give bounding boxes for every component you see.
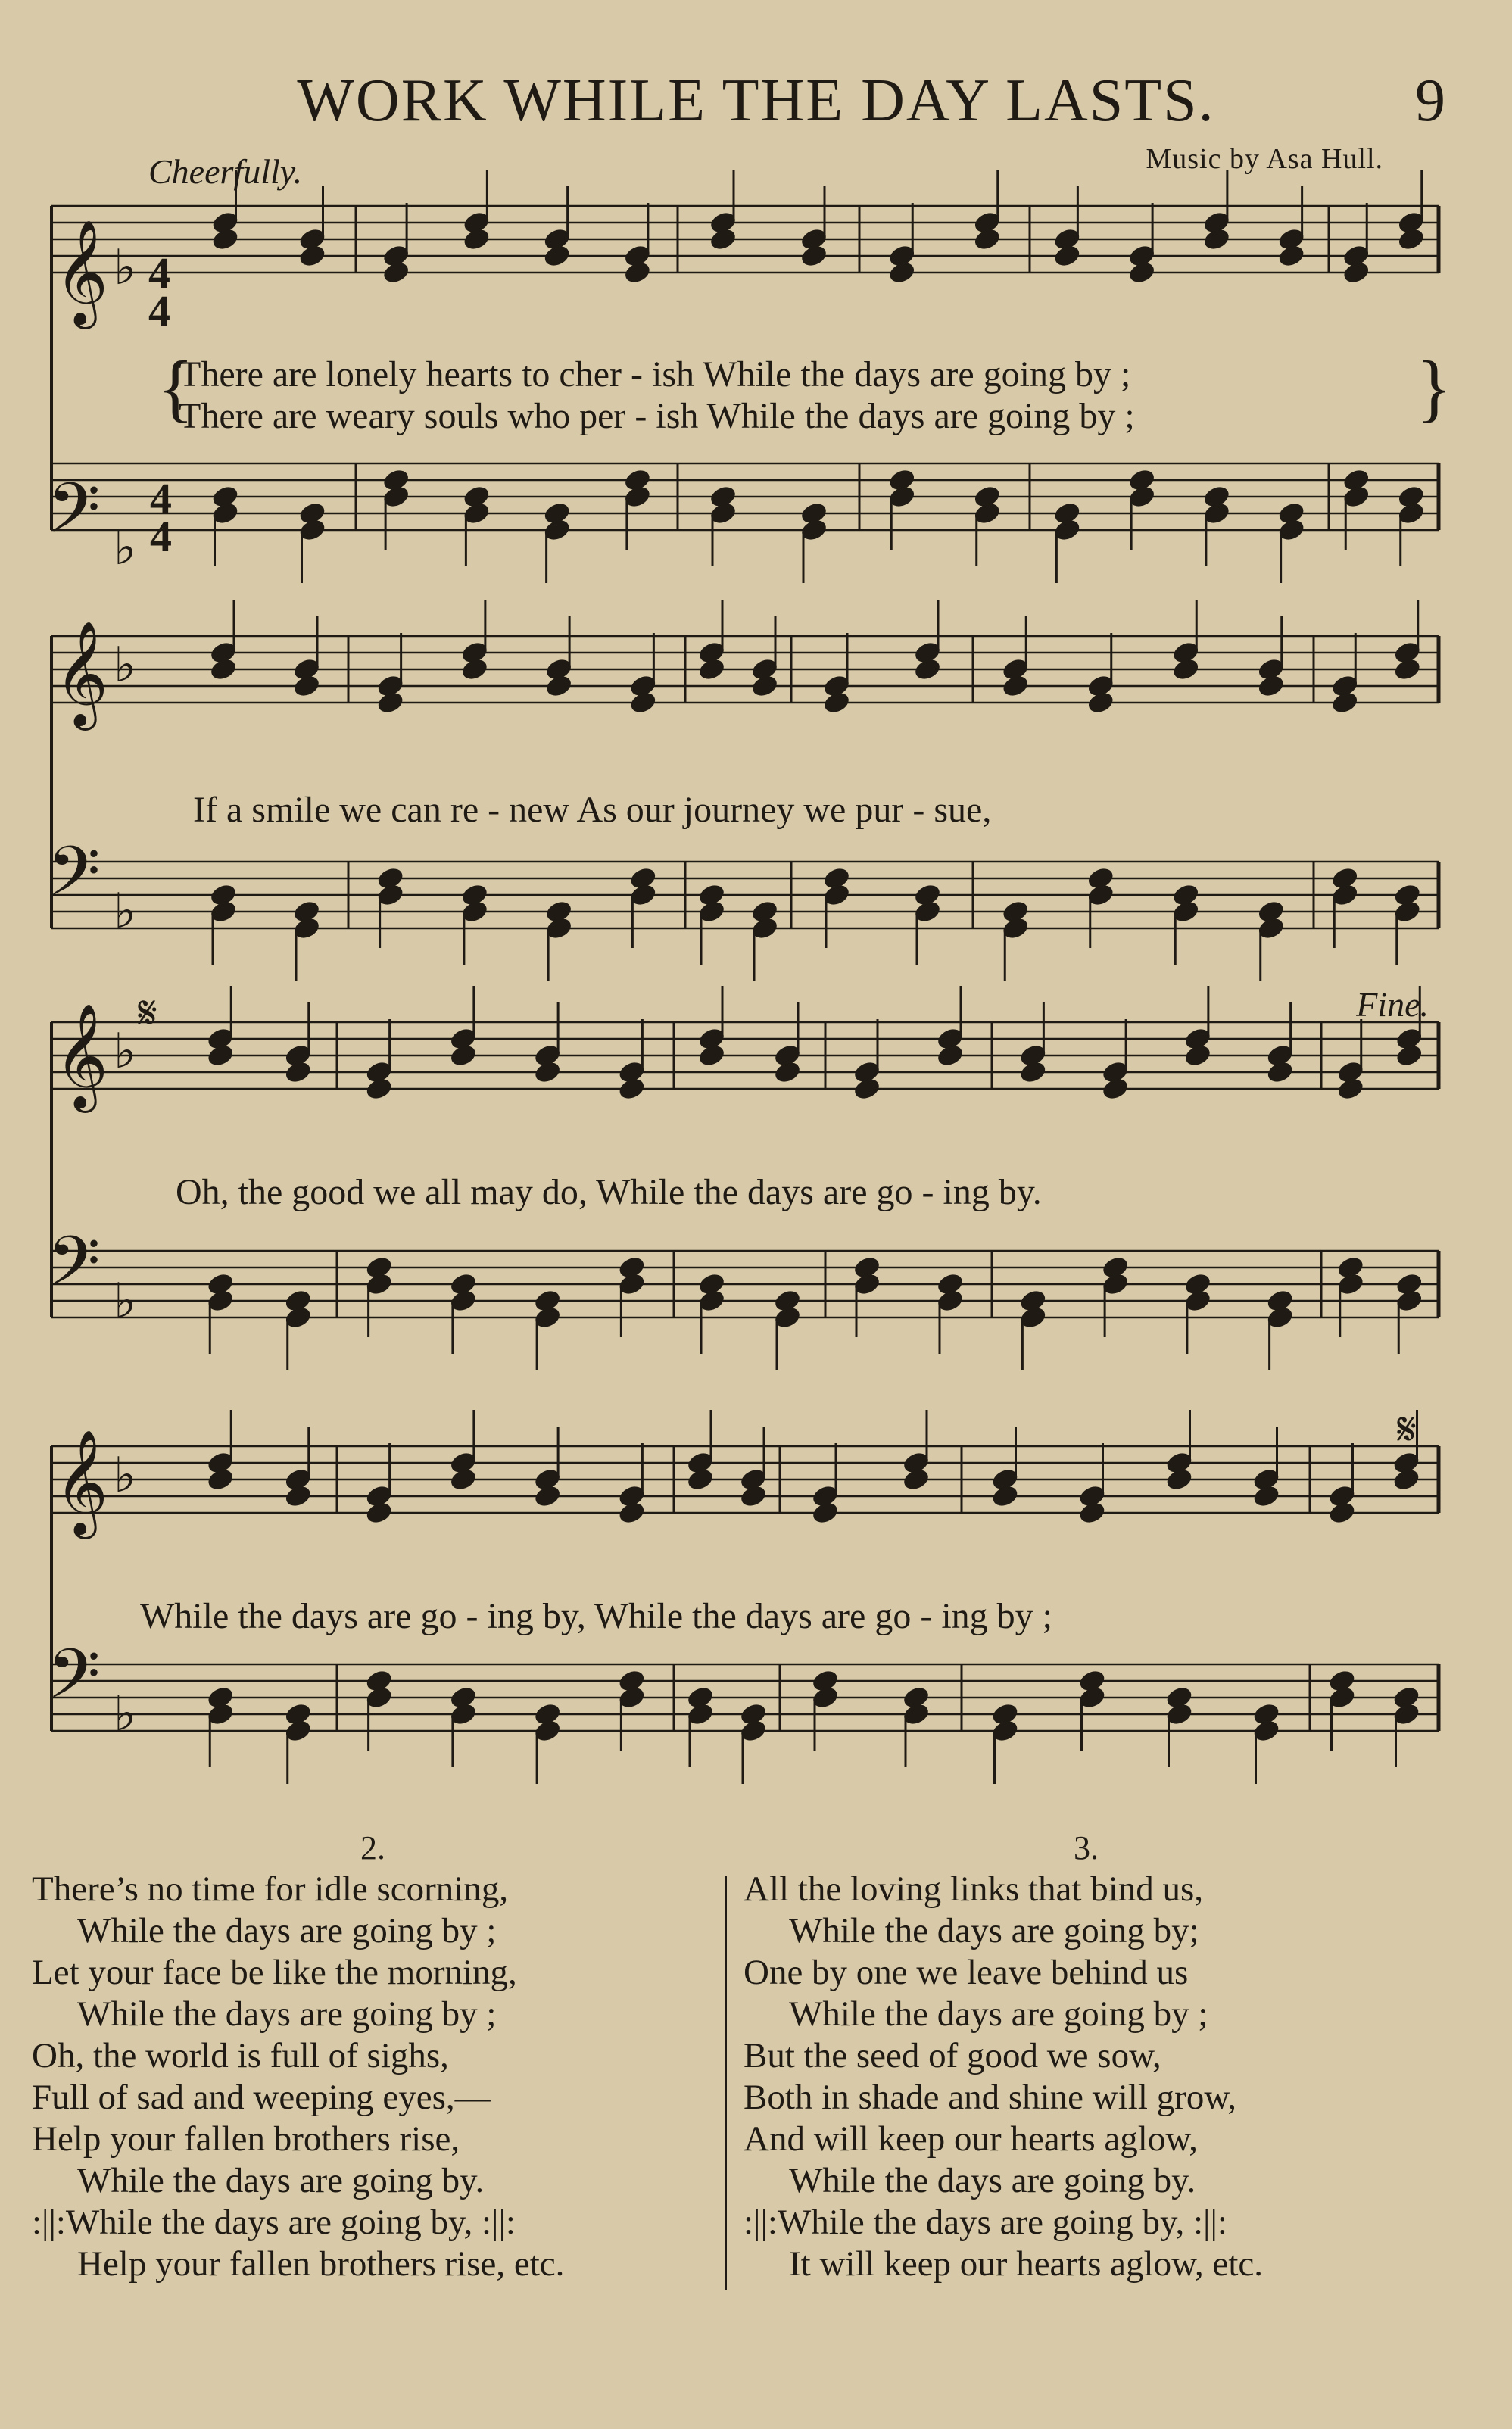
bass-clef-icon: 𝄢 [47,1634,101,1731]
page-title: WORK WHILE THE DAY LASTS. [297,67,1215,134]
note-head [207,1468,234,1492]
note-head [207,1703,234,1726]
verse-3 [744,1869,1263,2285]
note-head [1172,900,1199,924]
note-head [450,1044,477,1068]
verse-line: While the days are going by ; [789,1994,1208,2034]
note-head [463,502,491,525]
note-head [1102,1273,1129,1296]
flat-icon: ♭ [114,1448,137,1504]
flat-icon: ♭ [114,240,137,296]
verse-line: But the seed of good we sow, [744,2036,1161,2075]
note-head [1166,1703,1193,1726]
verse-line: While the days are going by ; [77,1994,497,2034]
bass-clef-icon: 𝄢 [47,1221,101,1318]
verse-2 [32,1869,564,2285]
note-head [1184,1044,1211,1068]
verse-line: While the days are going by; [789,1911,1199,1950]
note-head [774,1061,801,1084]
bass-clef-icon: 𝄢 [47,831,101,928]
note-head [534,1061,561,1084]
time-signature: 4 [150,512,172,561]
treble-clef-icon: 𝄞 [55,621,108,726]
note-head [450,1468,477,1492]
verse-line: Let your face be like the morning, [32,1953,517,1992]
note-head [1020,1306,1047,1330]
note-head [698,1289,725,1313]
note-head [1398,228,1425,251]
note-head [207,1289,234,1313]
note-head [698,658,725,681]
verse-line: Oh, the world is full of sighs, [32,2036,449,2075]
note-head [210,900,237,924]
note-head [619,1501,646,1525]
treble-clef-icon: 𝄞 [55,220,108,325]
note-head [823,884,850,907]
lyric-line: There are weary souls who per - ish While the days are going by ; [179,396,1135,436]
note-head [751,917,778,940]
note-head [800,519,828,542]
verse-line: There’s no time for idle scorning, [32,1869,509,1909]
note-head [687,1703,714,1726]
flat-icon: ♭ [114,1274,137,1330]
note-head [210,658,237,681]
note-head [463,228,491,251]
note-head [1394,900,1421,924]
note-head [1054,519,1081,542]
note-head [366,1686,393,1710]
note-head [1329,1686,1356,1710]
note-head [619,1077,646,1101]
note-head [1395,1289,1423,1313]
treble-clef-icon: 𝄞 [55,1430,108,1535]
segno-icon: 𝄋 [138,987,157,1040]
note-head [698,1044,725,1068]
verse-line: While the days are going by ; [77,1911,497,1950]
verse-line: :||:While the days are going by, :||: [744,2203,1227,2242]
note-head [461,658,488,681]
note-head [382,261,410,285]
note-head [740,1485,767,1508]
note-head [1278,245,1305,268]
note-head [1395,1044,1423,1068]
note-head [751,675,778,698]
segno-icon: 𝄋 [1397,1403,1417,1456]
note-head [534,1720,561,1743]
note-head [534,1485,561,1508]
note-head [1079,1501,1106,1525]
verse-line: Help your fallen brothers rise, [32,2119,460,2159]
note-head [207,1044,234,1068]
note-head [534,1306,561,1330]
note-head [293,917,320,940]
verse-number: 3. [1074,1829,1099,1866]
note-head [888,485,915,509]
note-head [1128,485,1155,509]
verse-line: One by one we leave behind us [744,1953,1189,1992]
note-head [937,1289,964,1313]
note-head [619,1686,646,1710]
lyric-line: There are lonely hearts to cher - ish While the days are going by ; [179,354,1131,394]
note-head [366,1273,393,1296]
note-head [544,245,571,268]
note-head [974,502,1001,525]
note-head [377,691,404,715]
note-head [914,658,941,681]
note-head [974,228,1001,251]
note-head [1054,245,1081,268]
note-head [1393,1703,1420,1726]
verse-line: Help your fallen brothers rise, etc. [77,2244,565,2284]
note-head [1278,519,1305,542]
note-head [450,1703,477,1726]
note-head [1331,884,1358,907]
note-head [630,691,657,715]
note-head [366,1077,393,1101]
bass-clef-icon: 𝄢 [47,468,101,565]
brace-icon: { [157,345,194,429]
note-head [1258,675,1285,698]
flat-icon: ♭ [114,1686,137,1742]
note-head [212,502,239,525]
lyric-line: If a smile we can re - new As our journey we pur - sue, [193,790,992,830]
note-head [619,1273,646,1296]
note-head [285,1061,312,1084]
note-head [812,1686,839,1710]
time-signature: 4 [150,474,172,523]
note-head [293,675,320,698]
note-head [903,1703,930,1726]
note-head [1087,691,1115,715]
note-head [299,519,326,542]
note-head [1172,658,1199,681]
fine-marking: Fine. [1356,985,1429,1024]
note-head [1203,502,1230,525]
composer-credit: Music by Asa Hull. [1146,143,1383,175]
note-head [823,691,850,715]
note-head [630,884,657,907]
note-head [698,900,725,924]
note-head [709,502,737,525]
note-head [1329,1501,1356,1525]
note-head [1267,1061,1294,1084]
note-head [853,1273,881,1296]
note-head [545,675,572,698]
note-head [774,1306,801,1330]
lyric-line: While the days are go - ing by, While the days are go - ing by ; [140,1596,1052,1636]
verse-line: All the loving links that bind us, [744,1869,1204,1909]
brace-icon: } [1416,345,1452,429]
note-head [914,900,941,924]
time-signature: 4 [148,248,170,298]
note-head [382,485,410,509]
treble-clef-icon: 𝄞 [55,1003,108,1108]
note-head [1128,261,1155,285]
note-head [709,228,737,251]
flat-icon: ♭ [114,884,137,940]
note-head [366,1501,393,1525]
verse-line: While the days are going by. [789,2161,1196,2200]
verse-line: While the days are going by. [77,2161,485,2200]
note-head [299,245,326,268]
note-head [1258,917,1285,940]
note-head [544,519,571,542]
note-head [992,1485,1019,1508]
note-head [377,884,404,907]
verse-line: And will keep our hearts aglow, [744,2119,1198,2159]
note-head [903,1468,930,1492]
note-head [740,1720,767,1743]
time-signature: 4 [148,286,170,335]
note-head [1002,917,1029,940]
note-head [687,1468,714,1492]
note-head [1398,502,1425,525]
note-head [1102,1077,1129,1101]
note-head [992,1720,1019,1743]
note-head [853,1077,881,1101]
verse-number: 2. [360,1829,385,1866]
note-head [812,1501,839,1525]
verse-line: :||:While the days are going by, :||: [32,2203,516,2242]
note-head [1331,691,1358,715]
note-head [285,1720,312,1743]
note-head [1267,1306,1294,1330]
note-head [1079,1686,1106,1710]
note-head [937,1044,964,1068]
note-head [285,1306,312,1330]
note-head [450,1289,477,1313]
note-head [1166,1468,1193,1492]
note-head [1184,1289,1211,1313]
note-head [888,261,915,285]
page-number: 9 [1415,67,1445,134]
note-head [1087,884,1115,907]
verse-line: It will keep our hearts aglow, etc. [789,2244,1264,2284]
flat-icon: ♭ [114,520,137,576]
note-head [1253,1485,1280,1508]
note-head [800,245,828,268]
note-head [1342,261,1370,285]
note-head [624,485,651,509]
lyric-line: Oh, the good we all may do, While the days are go - ing by. [176,1172,1042,1212]
note-head [545,917,572,940]
tempo-marking: Cheerfully. [148,152,303,191]
note-head [1203,228,1230,251]
note-head [1253,1720,1280,1743]
note-head [461,900,488,924]
note-head [1393,1468,1420,1492]
flat-icon: ♭ [114,638,137,694]
note-head [1342,485,1370,509]
column-divider [725,1876,727,2290]
note-head [212,228,239,251]
note-head [1020,1061,1047,1084]
note-head [285,1485,312,1508]
note-head [1002,675,1029,698]
note-head [1337,1273,1364,1296]
verse-line: Both in shade and shine will grow, [744,2078,1236,2117]
note-head [1337,1077,1364,1101]
verse-line: Full of sad and weeping eyes,— [32,2078,491,2117]
note-head [1394,658,1421,681]
flat-icon: ♭ [114,1024,137,1080]
note-head [624,261,651,285]
